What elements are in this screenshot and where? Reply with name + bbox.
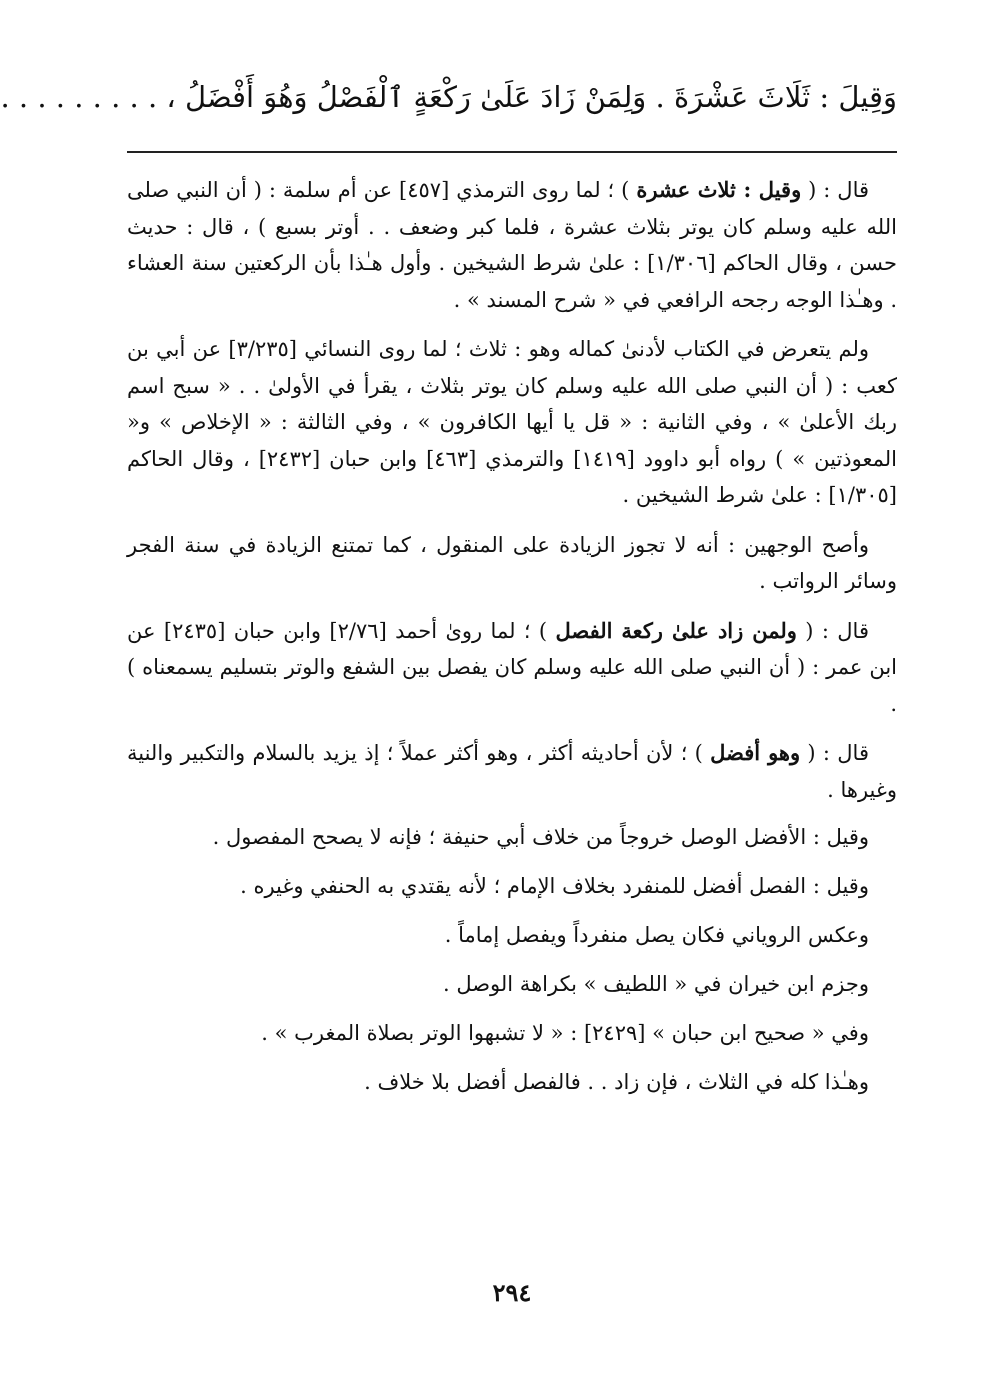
paragraph-text: ) ؛ لما روى الترمذي [٤٥٧] عن أم سلمة : ( أن النبي صلى الله عليه وسلم كان يوتر بثلاث عشرة ، فلما كبر وضعف . . أوتر بسبع ) ، قال : حديث حسن ، وقال الحاكم [١/٣٠٦] : علىٰ شرط الشيخين . وأول هـٰذا بأن الركعتين سنة العشاء . وهـٰذا الوجه رجحه الرافعي في « شرح المسند » . bbox=[127, 178, 897, 312]
paragraph-text: وعكس الروياني فكان يصل منفرداً ويفصل إماماً . bbox=[444, 923, 869, 947]
paragraph-text: وفي « صحيح ابن حبان » [٢٤٢٩] : « لا تشبهوا الوتر بصلاة المغرب » . bbox=[261, 1021, 869, 1045]
separator-rule bbox=[127, 151, 897, 153]
commentary-paragraph bbox=[127, 870, 897, 902]
paragraph-text: وقيل : الأفضل الوصل خروجاً من خلاف أبي حنيفة ؛ فإنه لا يصحح المفصول . bbox=[212, 825, 869, 849]
page-number: ٢٩٤ bbox=[492, 1278, 532, 1307]
paragraph-text: ) ؛ لأن أحاديثه أكثر ، وهو أكثر عملاً ؛ إذ يزيد بالسلام والتكبير والنية وغيرها . bbox=[127, 741, 897, 802]
commentary-paragraph bbox=[127, 968, 897, 1000]
matn-verse-line: وَقِيلَ : ثَلَاثَ عَشْرَةَ . وَلِمَنْ زَادَ عَلَىٰ رَكْعَةٍ ٱلْفَصْلُ وَهُوَ أَفْضَلُ ، . . . . . . . . . bbox=[0, 80, 897, 114]
quoted-matn: وقيل : ثلاث عشرة bbox=[636, 177, 802, 202]
commentary-paragraph bbox=[127, 331, 897, 514]
commentary-paragraph bbox=[127, 1017, 897, 1049]
paragraph-text: ولم يتعرض في الكتاب لأدنىٰ كماله وهو : ثلاث ؛ لما روى النسائي [٣/٢٣٥] عن أبي بن كعب : ( أن النبي صلى الله عليه وسلم كان يوتر بثلاث ، يقرأ في الأولىٰ . . « سبح اسم ربك الأعلىٰ » ، وفي الثانية : « قل يا أيها الكافرون » ، وفي الثالثة : « الإخلاص » و« المعوذتين » ) رواه أبو داوود [١٤١٩] والترمذي [٤٦٣] وابن حبان [٢٤٣٢] ، وقال الحاكم [١/٣٠٥] : علىٰ شرط الشيخين . bbox=[127, 337, 898, 507]
paragraph-lead: قال : ( bbox=[801, 178, 869, 202]
quoted-matn: وهو أفضل bbox=[710, 740, 801, 765]
commentary-paragraph bbox=[127, 821, 897, 853]
commentary-paragraph bbox=[127, 919, 897, 951]
paragraph-text: وأصح الوجهين : أنه لا تجوز الزيادة على المنقول ، كما تمتنع الزيادة في سنة الفجر وسائر الرواتب . bbox=[127, 532, 897, 593]
commentary-body bbox=[127, 172, 897, 1115]
paragraph-text: وجزم ابن خيران في « اللطيف » بكراهة الوصل . bbox=[442, 972, 869, 996]
commentary-paragraph bbox=[127, 613, 897, 723]
paragraph-text: وقيل : الفصل أفضل للمنفرد بخلاف الإمام ؛ لأنه يقتدي به الحنفي وغيره . bbox=[240, 874, 869, 898]
commentary-paragraph bbox=[127, 527, 897, 600]
paragraph-lead: قال : ( bbox=[800, 741, 869, 765]
paragraph-text: وهـٰذا كله في الثلاث ، فإن زاد . . فالفصل أفضل بلا خلاف . bbox=[364, 1070, 869, 1094]
commentary-paragraph bbox=[127, 172, 897, 318]
paragraph-lead: قال : ( bbox=[796, 618, 869, 643]
commentary-paragraph bbox=[127, 735, 897, 808]
commentary-paragraph bbox=[127, 1066, 897, 1098]
paragraph-text: ) ؛ لما روىٰ أحمد [٢/٧٦] وابن حبان [٢٤٣٥] عن ابن عمر : ( أن النبي صلى الله عليه وسلم كان يفصل بين الشفع والوتر بتسليم يسمعناه ) . bbox=[127, 618, 897, 716]
quoted-matn: ولمن زاد علىٰ ركعة الفصل bbox=[555, 617, 797, 643]
